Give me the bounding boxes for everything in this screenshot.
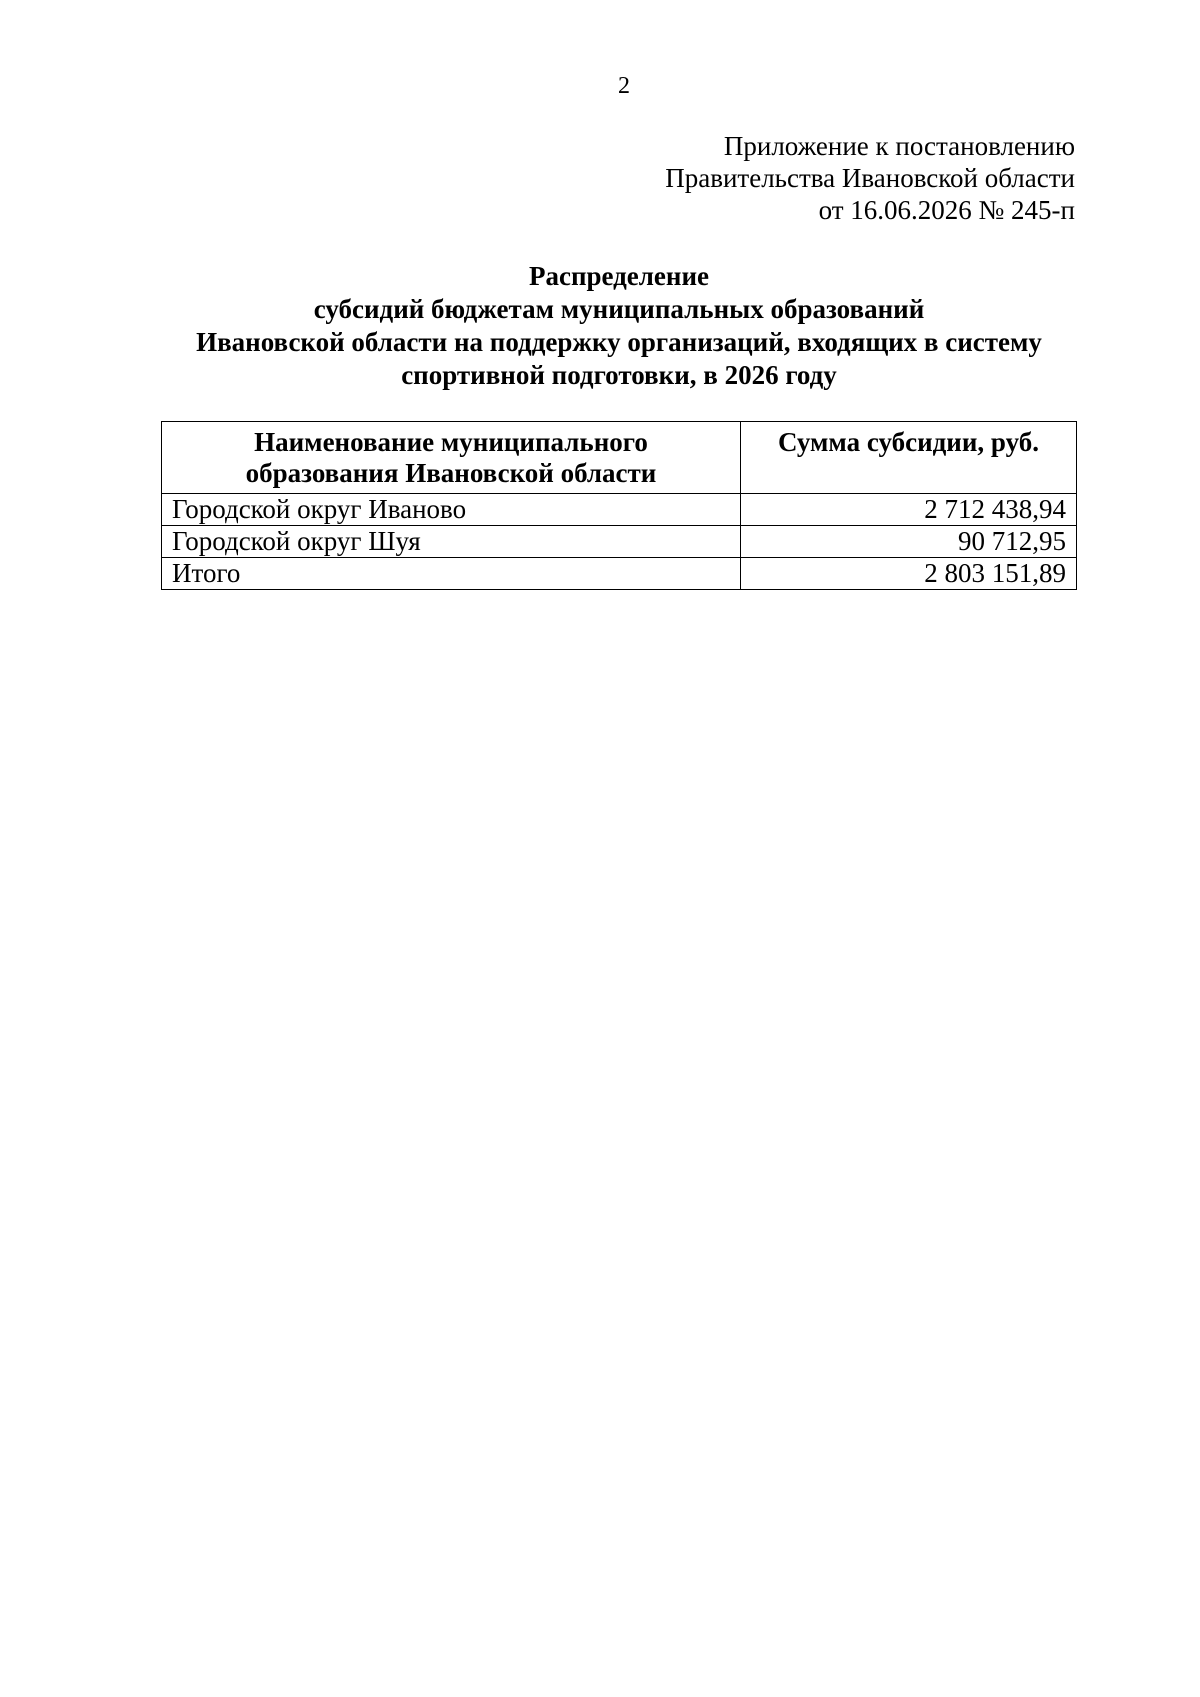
total-label: Итого xyxy=(162,558,741,590)
title-line: субсидий бюджетам муниципальных образований xyxy=(313,294,925,324)
row-municipality: Городской округ Шуя xyxy=(162,526,741,558)
appendix-line: от 16.06.2026 № 245-п xyxy=(818,195,1075,225)
header-amount: Сумма субсидии, руб. xyxy=(741,422,1077,494)
title-line: Распределение xyxy=(528,261,710,291)
total-amount: 2 803 151,89 xyxy=(741,558,1077,590)
table-row xyxy=(162,526,1077,558)
table-row xyxy=(162,494,1077,526)
subsidy-table xyxy=(161,421,1077,590)
appendix-line: Правительства Ивановской области xyxy=(665,163,1075,193)
header-municipality-line1: Наименование муниципального xyxy=(254,427,648,457)
row-amount: 2 712 438,94 xyxy=(741,494,1077,526)
header-municipality-line2: образования Ивановской области xyxy=(245,458,657,488)
header-municipality xyxy=(162,422,741,494)
page-number: 2 xyxy=(618,73,630,99)
title-line: спортивной подготовки, в 2026 году xyxy=(401,360,837,390)
title-line: Ивановской области на поддержку организаций, входящих в систему xyxy=(196,327,1042,357)
row-amount: 90 712,95 xyxy=(741,526,1077,558)
table-row-total xyxy=(162,558,1077,590)
row-municipality: Городской округ Иваново xyxy=(162,494,741,526)
appendix-header xyxy=(665,130,1075,226)
document-title xyxy=(162,260,1076,392)
appendix-line: Приложение к постановлению xyxy=(723,131,1075,161)
table-header-row xyxy=(162,422,1077,494)
